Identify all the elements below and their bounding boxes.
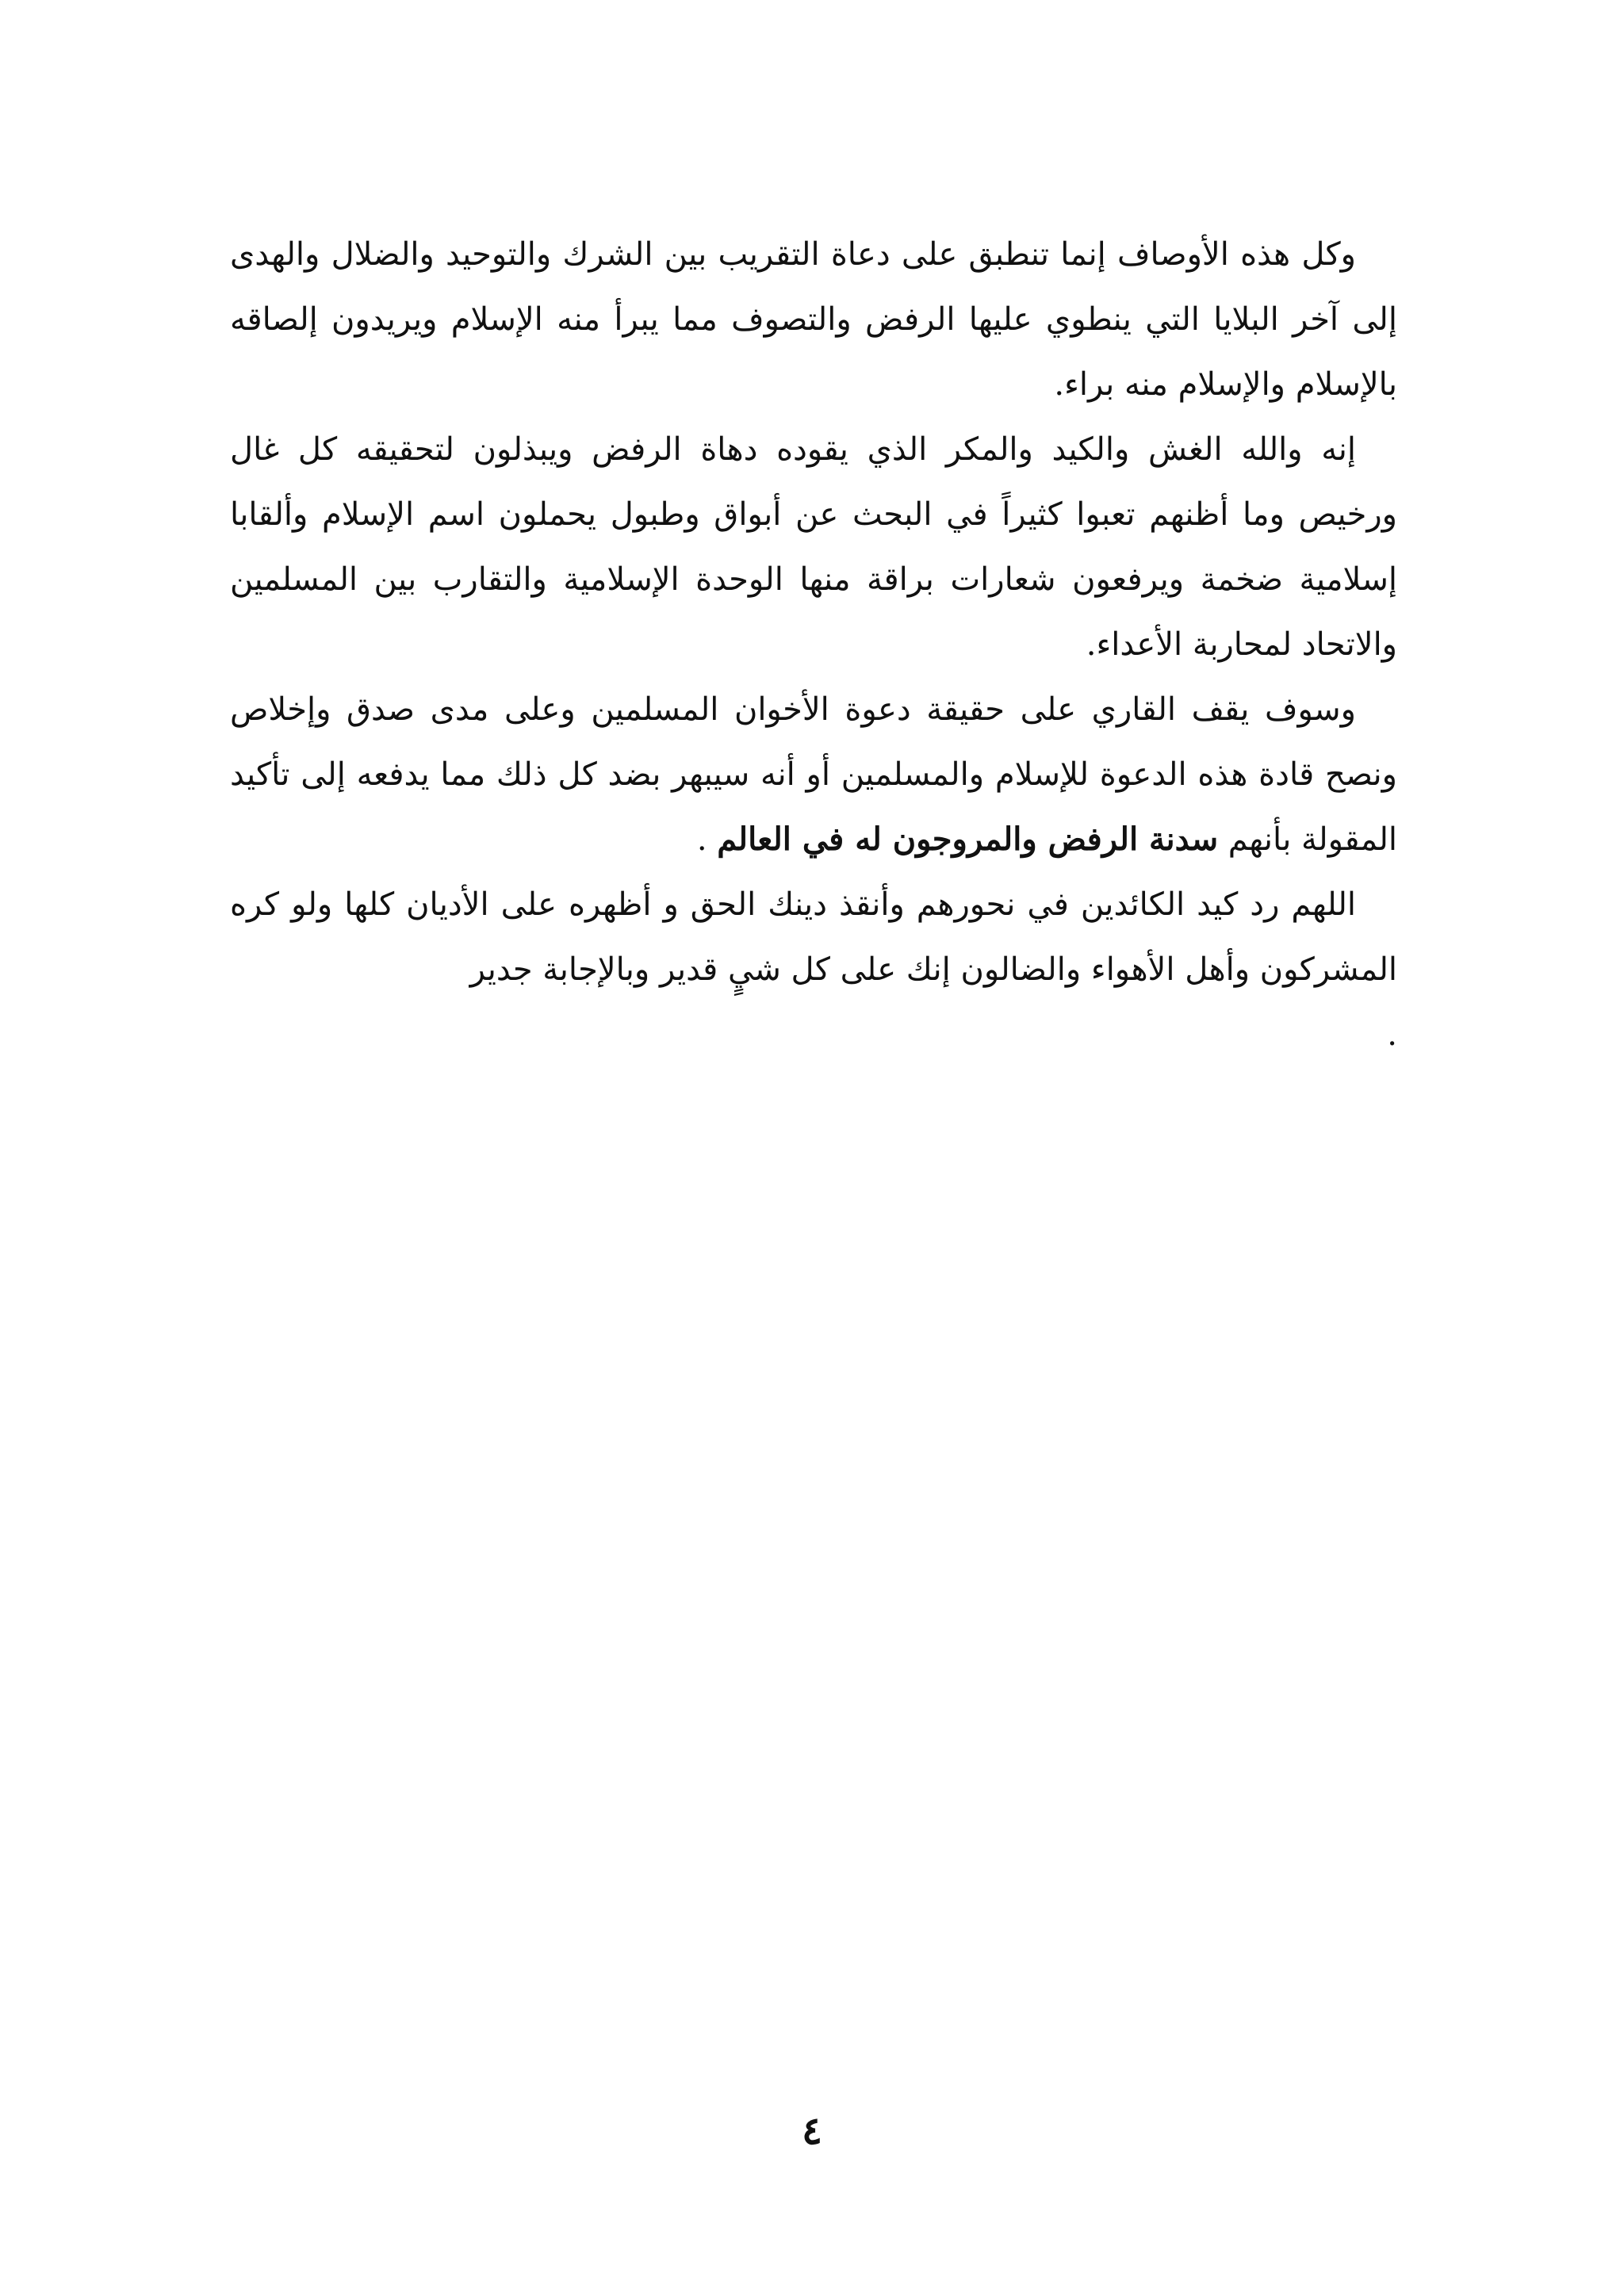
body-text [230,222,1397,1067]
paragraph-2: إنه والله الغش والكيد والمكر الذي يقوده دهاة الرفض ويبذلون لتحقيقه كل غال ورخيص وما أظنهم تعبوا كثيراً في البحث عن أبواق وطبول يحملون اسم الإسلام وألقابا إسلامية ضخمة ويرفعون شعارات براقة منها الوحدة الإسلامية والتقارب بين المسلمين والاتحاد لمحاربة الأعداء. [230,431,1397,663]
paragraph-1: وكل هذه الأوصاف إنما تنطبق على دعاة التقريب بين الشرك والتوحيد والضلال والهدى إلى آخر البلايا التي ينطوي عليها الرفض والتصوف مما يبرأ منه الإسلام ويريدون إلصاقه بالإسلام والإسلام منه براء. [230,236,1397,403]
paragraph-3-end: . [696,821,718,858]
paragraph-3 [230,677,1397,872]
page-number: ٤ [802,2109,822,2153]
paragraph-4: اللهم رد كيد الكائدين في نحورهم وأنقذ دينك الحق و أظهره على الأديان كلها ولو كره المشركون وأهل الأهواء والضالون إنك على كل شيٍ قدير وبالإجابة جدير [230,886,1397,988]
paragraph-3-bold-phrase: سدنة الرفض والمروجون له في العالم [717,821,1219,858]
paragraph-3-text: وسوف يقف القاري على حقيقة دعوة الأخوان المسلمين وعلى مدى صدق وإخلاص ونصح قادة هذه الدعوة للإسلام والمسلمين أو أنه سيبهر بضد كل ذلك مما يدفعه إلى تأكيد المقولة بأنهم [230,691,1397,858]
closing-period: . [1387,1016,1397,1053]
